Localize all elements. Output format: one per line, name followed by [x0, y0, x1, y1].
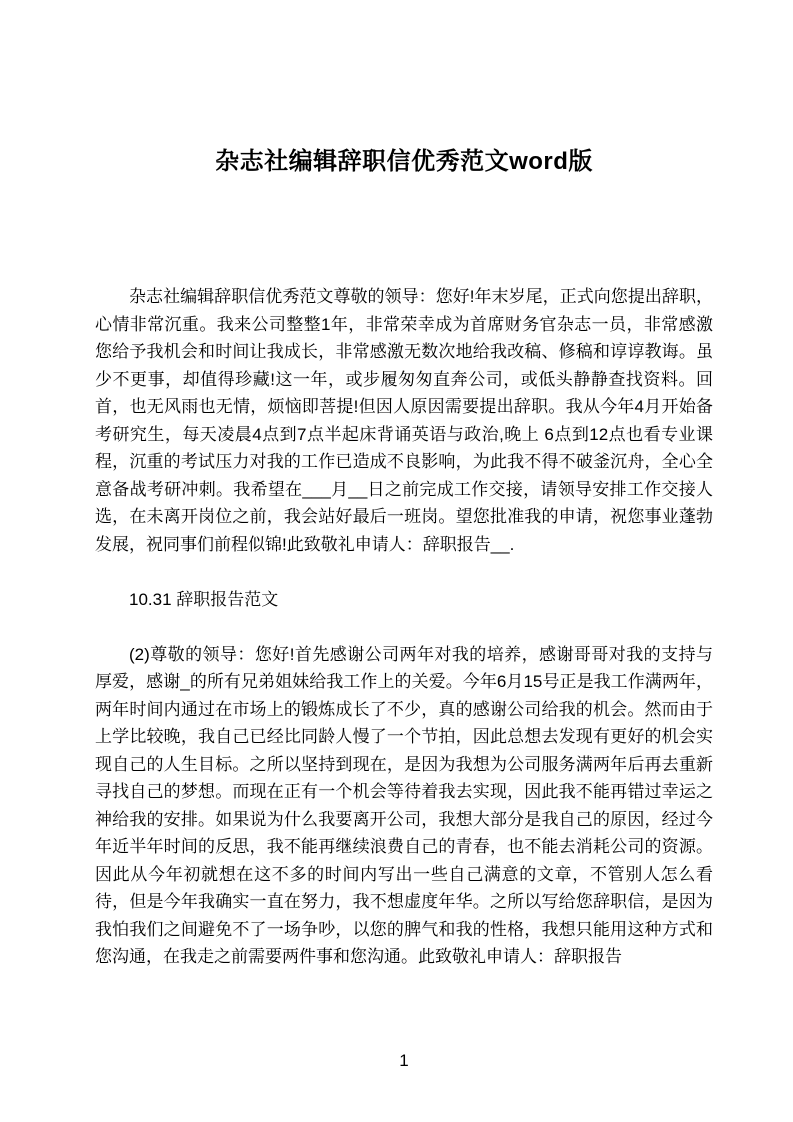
document-body: [95, 283, 713, 971]
document-title: [95, 144, 713, 180]
page-number: 1: [399, 1051, 409, 1070]
document-title-text: 杂志社编辑辞职信优秀范文word版: [215, 148, 593, 176]
paragraph-resignation-letter-1: 杂志社编辑辞职信优秀范文尊敬的领导：您好!年末岁尾，正式向您提出辞职，心情非常沉重。我来公司整整1年，非常荣幸成为首席财务官杂志一员，非常感激您给予我机会和时间让我成长，非常感激无数次地给我改稿、修稿和谆谆教诲。虽少不更事，却值得珍藏!这一年，或步履匆匆直奔公司，或低头静静查找资料。回首，也无风雨也无情，烦恼即菩提!但因人原因需要提出辞职。我从今年4月开始备考研究生，每天凌晨4点到7点半起床背诵英语与政治,晚上 6点到12点也看专业课程，沉重的考试压力对我的工作已造成不良影响，为此我不得不破釜沉舟，全心全意备战考研冲刺。我希望在___月__日之前完成工作交接，请领导安排工作交接人选，在未离开岗位之前，我会站好最后一班岗。望您批准我的申请，祝您事业蓬勃发展，祝同事们前程似锦!此致敬礼申请人：辞职报告__.: [95, 287, 713, 554]
subheading-report-sample: 10.31 辞职报告范文: [129, 589, 279, 609]
page-footer: [95, 1050, 713, 1072]
paragraph-resignation-letter-2: (2)尊敬的领导：您好!首先感谢公司两年对我的培养，感谢哥哥对我的支持与厚爱，感谢_的所有兄弟姐妹给我工作上的关爱。今年6月15号正是我工作满两年，两年时间内通过在市场上的锻炼成长了不少，真的感谢公司给我的机会。然而由于上学比较晚，我自己已经比同龄人慢了一个节拍，因此总想去发现有更好的机会实现自己的人生目标。之所以坚持到现在，是因为我想为公司服务满两年后再去重新寻找自己的梦想。而现在正有一个机会等待着我去实现，因此我不能再错过幸运之神给我的安排。如果说为什么我要离开公司，我想大部分是我自己的原因，经过今年近半年时间的反思，我不能再继续浪费自己的青春，也不能去消耗公司的资源。因此从今年初就想在这不多的时间内写出一些自己满意的文章，不管别人怎么看待，但是今年我确实一直在努力，我不想虚度年华。之所以写给您辞职信，是因为我怕我们之间避免不了一场争吵，以您的脾气和我的性格，我想只能用这种方式和您沟通，在我走之前需要两件事和您沟通。此致敬礼申请人：辞职报告: [95, 644, 713, 966]
